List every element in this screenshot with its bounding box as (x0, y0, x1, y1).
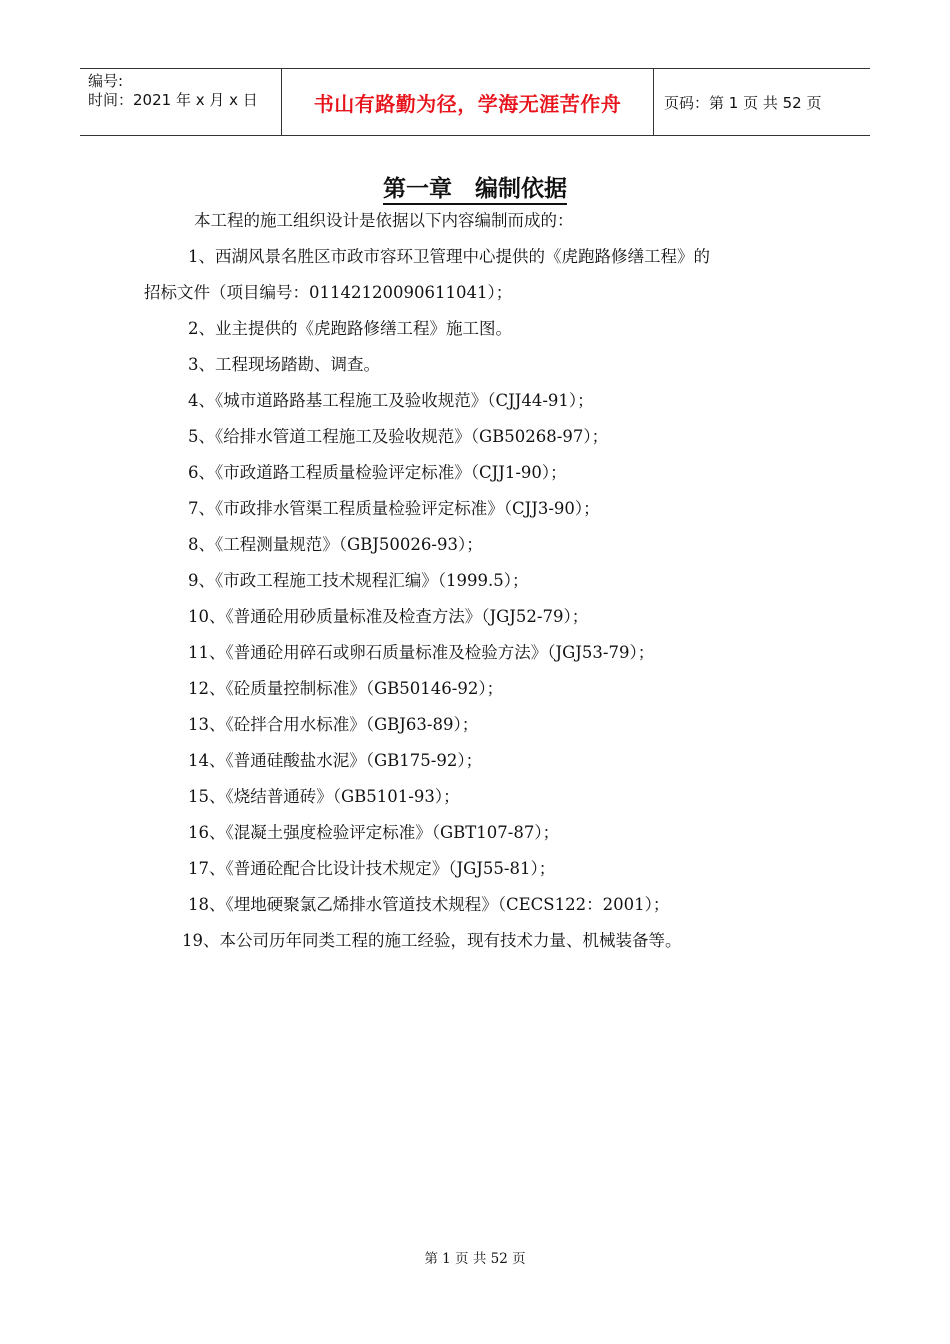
number-label: 编号: (88, 72, 124, 90)
list-item: 19、本公司历年同类工程的施工经验，现有技术力量、机械装备等。 (182, 931, 682, 950)
list-item: 9、《市政工程施工技术规程汇编》（1999.5）； (188, 571, 529, 590)
list-item: 18、《埋地硬聚氯乙烯排水管道技术规程》（CECS122：2001）； (188, 895, 670, 914)
header-meta-cell (80, 69, 282, 135)
list-item: 7、《市政排水管渠工程质量检验评定标准》（CJJ3-90）； (188, 499, 600, 518)
list-item: 10、《普通砼用砂质量标准及检查方法》（JGJ52-79）； (188, 607, 589, 626)
header-motto: 书山有路勤为径，学海无涯苦作舟 (282, 69, 654, 135)
page-footer: 第 1 页 共 52 页 (424, 1251, 526, 1267)
list-item: 16、《混凝土强度检验评定标准》（GBT107-87）； (188, 823, 560, 842)
list-item: 3、工程现场踏勘、调查。 (188, 355, 380, 374)
list-item: 4、《城市道路路基工程施工及验收规范》（CJJ44-91）； (188, 391, 594, 410)
list-item: 2、业主提供的《虎跑路修缮工程》施工图。 (188, 319, 512, 338)
chapter-title-text: 第一章 编制依据 (383, 176, 567, 205)
list-item: 13、《砼拌合用水标准》（GBJ63-89）； (188, 715, 479, 734)
list-item: 17、《普通砼配合比设计技术规定》（JGJ55-81）； (188, 859, 556, 878)
chapter-title (0, 170, 950, 203)
list-item: 8、《工程测量规范》（GBJ50026-93）； (188, 535, 483, 554)
list-item: 1、西湖风景名胜区市政市容环卫管理中心提供的《虎跑路修缮工程》的 (188, 247, 710, 266)
list-item: 12、《砼质量控制标准》（GB50146-92）； (188, 679, 504, 698)
header-page-info: 页码：第 1 页 共 52 页 (664, 93, 822, 112)
list-item: 5、《给排水管道工程施工及验收规范》（GB50268-97）； (188, 427, 609, 446)
list-item: 招标文件（项目编号：01142120090611041）； (144, 283, 513, 302)
page-header (80, 68, 870, 136)
intro-paragraph: 本工程的施工组织设计是依据以下内容编制而成的： (194, 211, 574, 230)
list-item: 14、《普通硅酸盐水泥》（GB175-92）； (188, 751, 483, 770)
list-item: 11、《普通砼用碎石或卵石质量标准及检验方法》（JGJ53-79）； (188, 643, 655, 662)
list-item: 6、《市政道路工程质量检验评定标准》（CJJ1-90）； (188, 463, 567, 482)
date-label: 时间：2021 年 x 月 x 日 (88, 91, 258, 109)
list-item: 15、《烧结普通砖》（GB5101-93）； (188, 787, 460, 806)
